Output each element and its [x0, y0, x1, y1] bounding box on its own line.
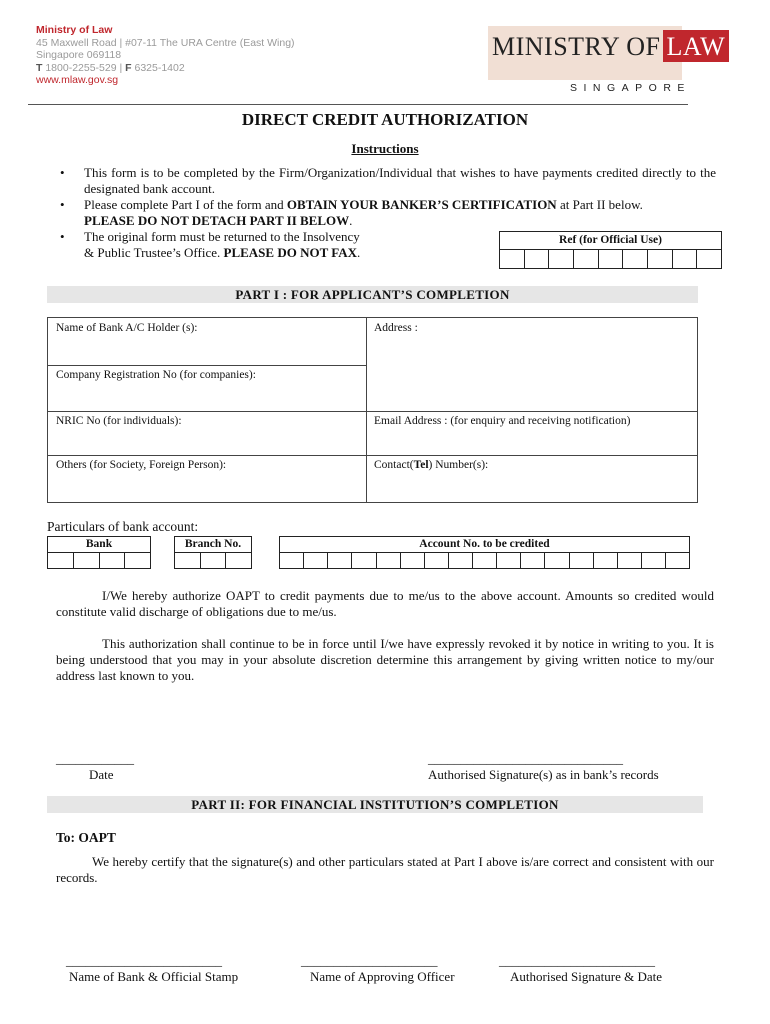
email-field[interactable]: Email Address : (for enquiry and receiving notification) [374, 415, 631, 427]
date-label: Date [89, 767, 114, 782]
date-line[interactable]: ____________ [56, 751, 134, 766]
account-col-label: Account No. to be credited [280, 537, 689, 553]
auth-signature-line[interactable]: ________________________ [499, 953, 655, 968]
ref-label: Ref (for Official Use) [500, 232, 721, 250]
part2-heading: PART II: FOR FINANCIAL INSTITUTION’S COMPLETION [47, 796, 703, 813]
bank-stamp-label: Name of Bank & Official Stamp [69, 969, 239, 984]
instruction-item-1: This form is to be completed by the Firm/Organization/Individual that wishes to have payments credited directly to the designated bank account. [84, 165, 716, 196]
bank-particulars-label: Particulars of bank account: [47, 519, 199, 534]
letterhead-address [36, 24, 295, 87]
bank-holder-field[interactable]: Name of Bank A/C Holder (s): [56, 322, 198, 334]
part1-heading: PART I : FOR APPLICANT’S COMPLETION [47, 286, 698, 303]
certification-text: We hereby certify that the signature(s) and other particulars stated at Part I above is/are correct and consistent with our records. [56, 854, 714, 885]
address-line-2: Singapore 069118 [36, 49, 122, 61]
others-field[interactable]: Others (for Society, Foreign Person): [56, 459, 227, 471]
contact-field[interactable]: Contact(Tel) Number(s): [374, 459, 489, 471]
address-field[interactable]: Address : [374, 322, 418, 334]
ref-cells [500, 250, 721, 268]
logo-subtext: SINGAPORE [570, 82, 691, 94]
bank-code-box[interactable] [47, 536, 151, 569]
bank-col-label: Bank [48, 537, 150, 553]
approving-officer-label: Name of Approving Officer [310, 969, 455, 984]
official-ref-box [499, 231, 722, 269]
phone-fax-line: T 1800-2255-529 | F 6325-1402 [36, 61, 185, 74]
nric-field[interactable]: NRIC No (for individuals): [56, 415, 182, 427]
ministry-logo: MINISTRY OF LAW [492, 30, 729, 62]
bullet-icon: • [60, 197, 65, 212]
bank-stamp-line[interactable]: ________________________ [66, 953, 222, 968]
authorization-paragraph-2: This authorization shall continue to be in force until I/we have expressly revoked it by notice in writing to you. It is being understood that you may in your absolute discretion determine this arrangement by giving written notice to my/our address last known to you. [56, 636, 714, 683]
bullet-icon: • [60, 165, 65, 180]
instructions-heading: Instructions [351, 141, 419, 156]
company-reg-field[interactable]: Company Registration No (for companies): [56, 369, 256, 381]
approving-officer-line[interactable]: _____________________ [301, 953, 438, 968]
form-title: DIRECT CREDIT AUTHORIZATION [241, 110, 529, 129]
auth-signature-label: Authorised Signature & Date [510, 969, 662, 984]
org-name: Ministry of Law [36, 24, 113, 36]
branch-no-box[interactable] [174, 536, 252, 569]
address-line-1: 45 Maxwell Road | #07-11 The URA Centre (East Wing) [36, 36, 295, 49]
bullet-icon: • [60, 229, 65, 244]
signature-line[interactable]: ______________________________ [428, 751, 623, 766]
header-divider [28, 104, 688, 105]
applicant-details-grid [47, 317, 698, 503]
branch-col-label: Branch No. [175, 537, 251, 553]
instruction-item-2: Please complete Part I of the form and OBTAIN YOUR BANKER’S CERTIFICATION at Part II below. PLEASE DO NOT DETACH PART II BELOW. [84, 197, 643, 228]
to-oapt-label: To: OAPT [56, 830, 116, 845]
signature-label: Authorised Signature(s) as in bank’s records [428, 767, 659, 782]
instruction-item-3: The original form must be returned to the Insolvency & Public Trustee’s Office. PLEASE DO NOT FAX. [84, 229, 361, 260]
account-no-box[interactable] [279, 536, 690, 569]
authorization-paragraph-1: I/We hereby authorize OAPT to credit payments due to me/us to the above account. Amounts so credited would constitute valid discharge of obligations due to me/us. [56, 588, 714, 619]
website-link[interactable]: www.mlaw.gov.sg [36, 74, 119, 86]
